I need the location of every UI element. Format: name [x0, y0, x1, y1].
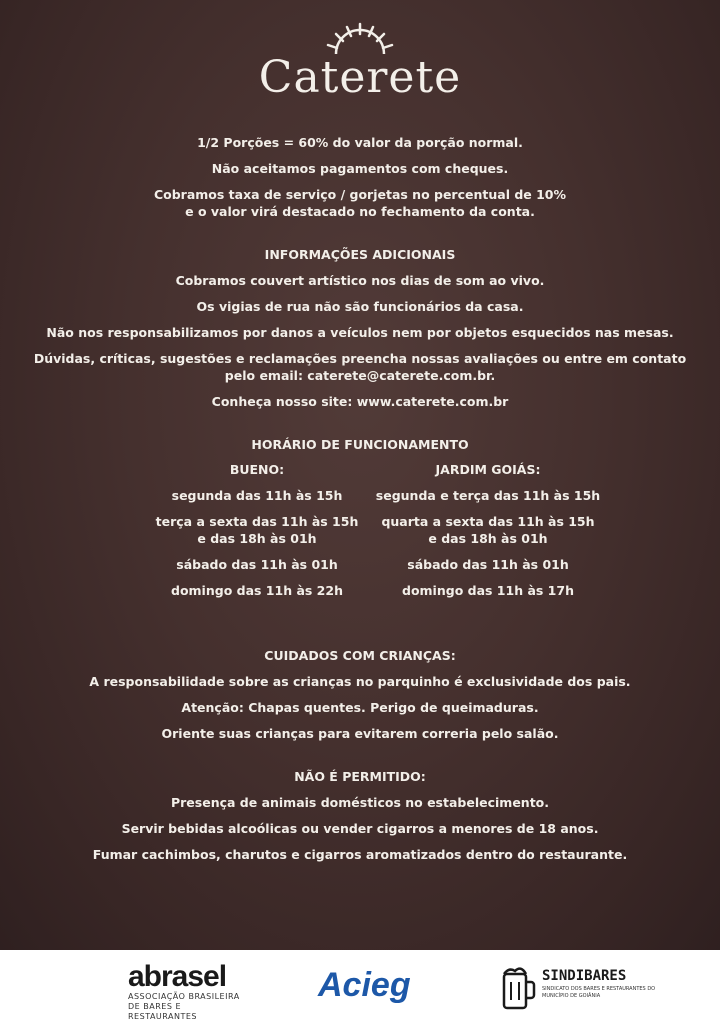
abrasel-name: abrasel	[128, 960, 227, 993]
hours-line: domingo das 11h às 22h	[171, 583, 343, 598]
sindibares-line: MUNICÍPIO DE GOIÂNIA	[542, 993, 601, 999]
section-heading-hours: HORÁRIO DE FUNCIONAMENTO	[251, 437, 469, 452]
sindibares-line: SINDICATO DOS BARES E RESTAURANTES DO	[542, 986, 656, 992]
hours-line: domingo das 11h às 17h	[402, 583, 574, 598]
section-heading-info: INFORMAÇÕES ADICIONAIS	[264, 247, 456, 262]
hours-bueno	[127, 461, 387, 608]
forbidden-line: Fumar cachimbos, charutos e cigarros aromatizados dentro do restaurante.	[92, 847, 628, 862]
caterete-logo	[0, 20, 720, 56]
location-title: JARDIM GOIÁS:	[435, 462, 541, 477]
menu-notes	[0, 134, 720, 863]
intro-line: Cobramos taxa de serviço / gorjetas no percentual de 10%	[153, 187, 567, 202]
hours-line-part: e das 18h às 01h	[428, 531, 548, 546]
info-line: Conheça nosso site: www.caterete.com.br	[211, 394, 509, 409]
acieg-name: Acieg	[318, 966, 411, 1004]
intro-line: Não aceitamos pagamentos com cheques.	[211, 161, 509, 176]
brand-name: Caterete	[258, 52, 462, 103]
info-line: Os vigias de rua não são funcionários da casa.	[196, 299, 524, 314]
sindibares-logo	[500, 962, 670, 1018]
abrasel-line: DE BARES E RESTAURANTES	[128, 1002, 197, 1021]
forbidden-line: Presença de animais domésticos no estabelecimento.	[170, 795, 550, 810]
info-line: pelo email: caterete@caterete.com.br.	[224, 368, 496, 383]
info-line: Cobramos couvert artístico nos dias de som ao vivo.	[175, 273, 545, 288]
kids-line: Atenção: Chapas quentes. Perigo de queimaduras.	[181, 700, 539, 715]
intro-line: e o valor virá destacado no fechamento da conta.	[185, 204, 535, 219]
info-line: Não nos responsabilizamos por danos a veículos nem por objetos esquecidos nas mesas.	[46, 325, 674, 340]
hours-line-part: terça a sexta das 11h às 15h	[155, 514, 359, 529]
sponsor-footer	[0, 950, 720, 1024]
hours-jardim-goias	[358, 461, 618, 608]
acieg-logo	[318, 968, 428, 1002]
hours-line: sábado das 11h às 01h	[176, 557, 338, 572]
forbidden-line: Servir bebidas alcoólicas ou vender cigarros a menores de 18 anos.	[121, 821, 599, 836]
hours-line: segunda e terça das 11h às 15h	[375, 488, 601, 503]
hours-line: sábado das 11h às 01h	[407, 557, 569, 572]
section-heading-forbidden: NÃO É PERMITIDO:	[294, 769, 426, 784]
hours-columns	[0, 461, 720, 611]
mug-icon	[500, 964, 536, 1014]
abrasel-logo	[128, 962, 248, 1022]
sun-icon	[320, 20, 400, 56]
hours-line	[127, 513, 387, 547]
hours-line-part: quarta a sexta das 11h às 15h	[381, 514, 595, 529]
kids-line: Oriente suas crianças para evitarem correria pelo salão.	[161, 726, 559, 741]
sindibares-name: SINDIBARES	[542, 968, 627, 984]
kids-line: A responsabilidade sobre as crianças no parquinho é exclusividade dos pais.	[89, 674, 631, 689]
hours-line	[358, 513, 618, 547]
location-title: BUENO:	[229, 462, 285, 477]
hours-line-part: e das 18h às 01h	[197, 531, 317, 546]
section-heading-kids: CUIDADOS COM CRIANÇAS:	[264, 648, 456, 663]
intro-line: 1/2 Porções = 60% do valor da porção normal.	[197, 135, 523, 150]
info-line: Dúvidas, críticas, sugestões e reclamações preencha nossas avaliações ou entre em contato	[33, 351, 687, 366]
hours-line: segunda das 11h às 15h	[171, 488, 343, 503]
abrasel-line: ASSOCIAÇÃO BRASILEIRA	[128, 992, 240, 1001]
sindibares-desc	[542, 986, 662, 1000]
